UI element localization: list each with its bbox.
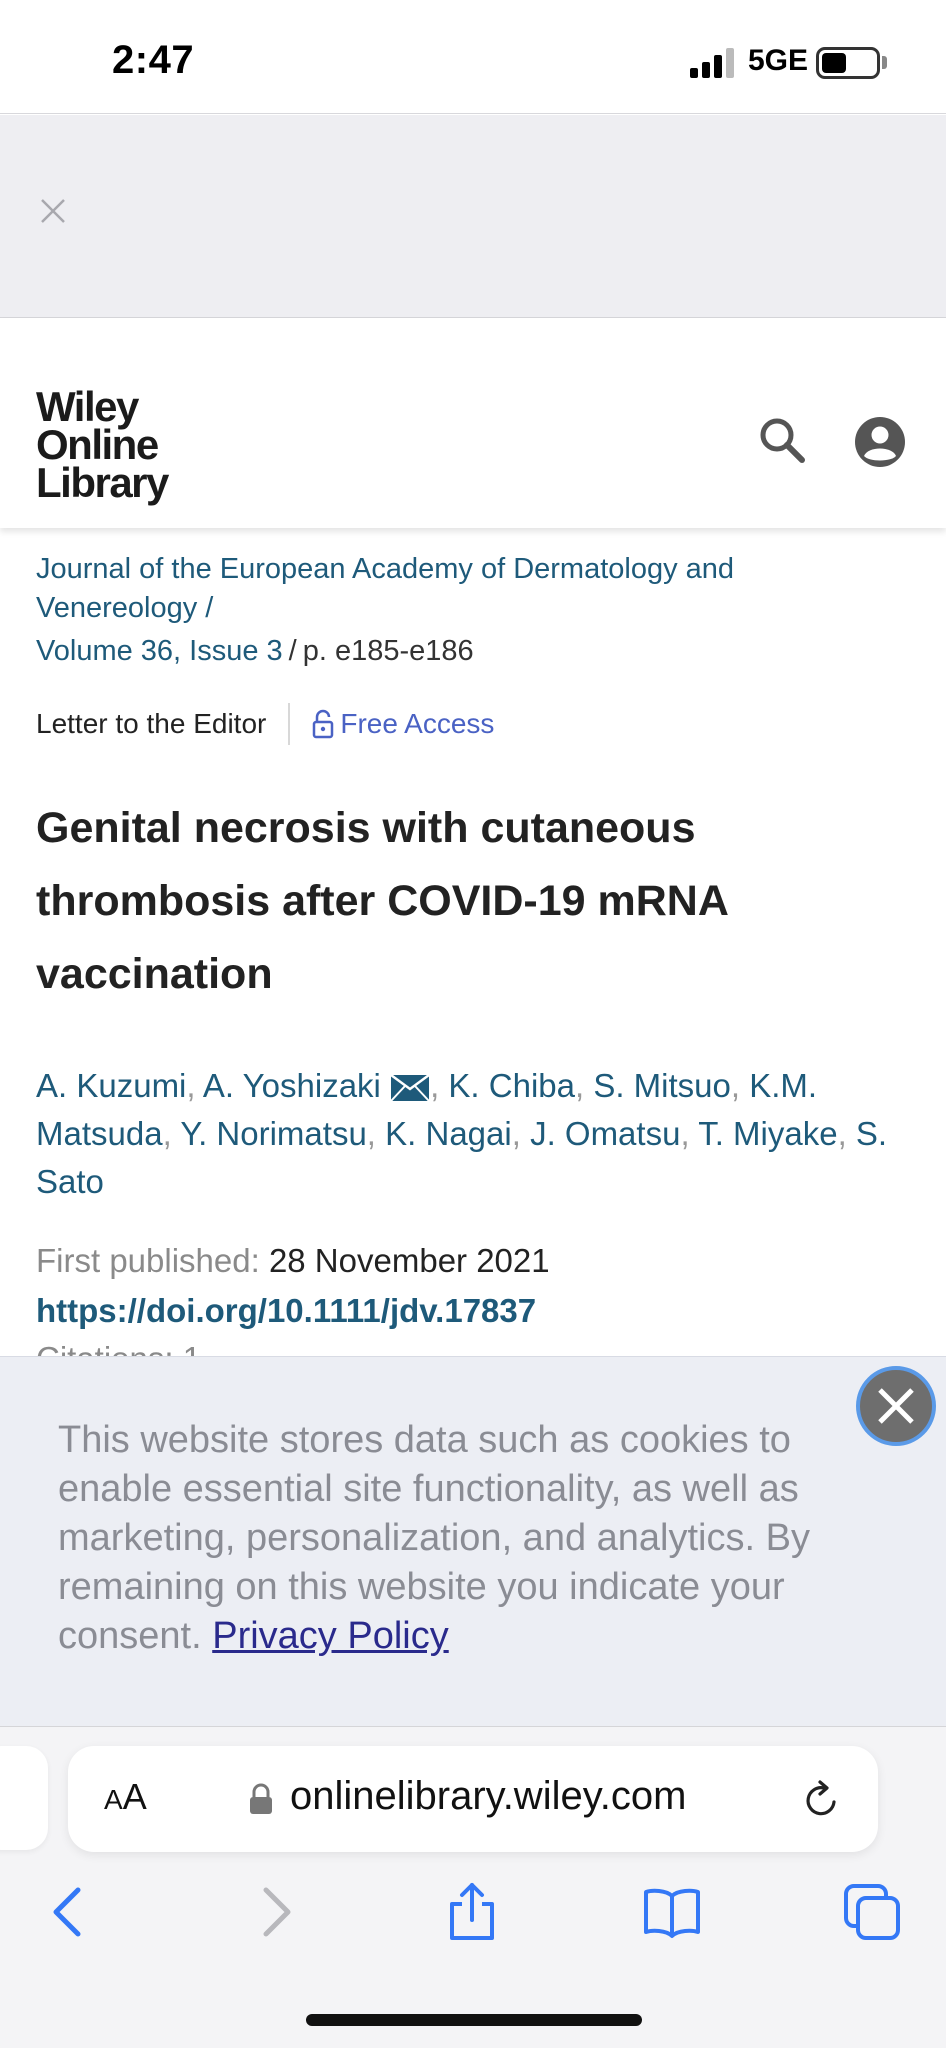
free-access-badge [312,708,494,740]
privacy-policy-link[interactable]: Privacy Policy [212,1615,449,1657]
doi-link[interactable]: https://doi.org/10.1111/jdv.17837 [36,1292,537,1329]
first-published-label: First published: [36,1242,260,1279]
battery-tip [882,56,887,69]
top-banner-area [0,115,946,318]
author-link[interactable]: A. Kuzumi [36,1067,187,1104]
author-link[interactable]: T. Miyake [698,1115,838,1152]
mail-icon[interactable] [390,1074,430,1102]
logo-line-2: Online [36,421,158,468]
bookmarks-icon[interactable] [642,1882,702,1942]
signal-icon [690,48,736,78]
network-label: 5GE [748,44,809,77]
volume-line [36,635,474,668]
volume-separator: / [288,635,297,667]
reader-settings-button[interactable]: AA [104,1776,147,1817]
logo-line-1: Wiley [36,383,138,430]
article-meta [36,704,494,744]
cookie-text: This website stores data such as cookies to enable essential site functionality, as well as marketing, personalization, and analytics. By remaining on this website you indicate your consent. [58,1419,810,1657]
close-icon [872,1382,920,1430]
volume-link[interactable]: Volume 36, Issue 3 [36,635,283,667]
author-link[interactable]: K. Nagai [385,1115,512,1152]
forward-icon[interactable] [244,1882,304,1942]
status-time: 2:47 [112,38,195,82]
url-text[interactable]: onlinelibrary.wiley.com [290,1774,687,1818]
author-link[interactable]: K. Chiba [448,1067,575,1104]
unlock-icon [312,709,334,739]
tabs-icon[interactable] [842,1882,902,1942]
author-link[interactable]: J. Omatsu [530,1115,681,1152]
user-account-icon[interactable] [854,416,906,468]
previous-tab-preview[interactable] [0,1746,48,1850]
cookie-close-button[interactable] [856,1366,936,1446]
page-range: p. e185-e186 [302,635,474,667]
author-link[interactable]: S. Mitsuo [593,1067,731,1104]
battery-icon [816,47,880,79]
journal-link[interactable]: Journal of the European Academy of Dermatology and Venereology / [36,553,735,624]
share-icon[interactable] [442,1882,502,1942]
author-link[interactable]: S. Sato [36,1115,888,1200]
article-type: Letter to the Editor [36,708,267,739]
article-title: Genital necrosis with cutaneous thrombosis after COVID-19 mRNA vaccination [36,804,728,998]
search-icon[interactable] [756,414,808,466]
lock-icon [248,1782,274,1816]
free-access-label: Free Access [340,708,495,739]
reload-icon[interactable] [800,1778,844,1822]
author-list: A. Kuzumi, A. Yoshizaki , K. Chiba, S. Mitsuo, K.M. Matsuda, Y. Norimatsu, K. Nagai, J. Omatsu, T. Miyake, S. Sato [36,1067,888,1200]
wiley-logo[interactable] [36,383,168,506]
close-icon[interactable] [38,196,68,226]
first-published-date: 28 November 2021 [268,1242,550,1279]
cookie-message [58,1416,888,1661]
back-icon[interactable] [40,1882,100,1942]
meta-divider [288,703,290,745]
author-link[interactable]: K.M. Matsuda [36,1067,818,1152]
first-published [36,1242,550,1280]
home-indicator [306,2014,642,2026]
author-link[interactable]: Y. Norimatsu [180,1115,367,1152]
author-link[interactable]: A. Yoshizaki [202,1067,381,1104]
logo-line-3: Library [36,459,168,506]
